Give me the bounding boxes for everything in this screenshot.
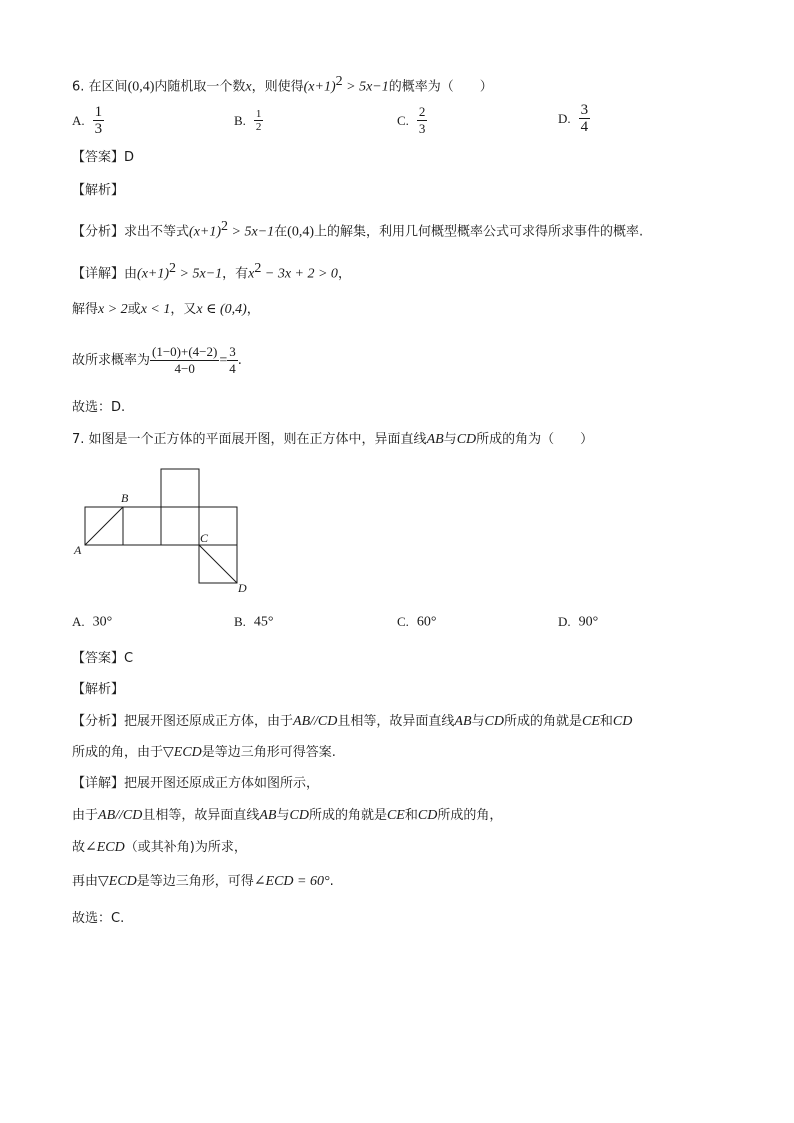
- q6-detail: 【详解】由$(x+1)^2 > 5x-1$，有$x^2 - 3x + 2 > 0$，: [72, 261, 351, 282]
- q7-option-d: D. 90°: [558, 614, 599, 630]
- q7-detail-line2: 由于AB//CD且相等，故异面直线AB与CD所成的角就是CE和CD所成的角，: [72, 808, 503, 823]
- net-square-2: [123, 507, 161, 545]
- q7-answer: 【答案】C: [72, 651, 134, 666]
- net-square-3: [161, 507, 199, 545]
- label-b: B: [121, 491, 129, 505]
- segment-ab: [85, 507, 123, 545]
- q6-number: 6.: [72, 79, 85, 95]
- q6-answer: 【答案】D: [72, 150, 135, 165]
- q6-option-d: D. $\frac{3}{4}$: [558, 102, 589, 135]
- q7-option-c: C. 60°: [397, 614, 437, 630]
- cube-net-figure: [70, 465, 260, 595]
- q6-probability: 故所求概率为 $\frac{(1-0)+(4-2)}{4-0}$ = $\frac{3}{4}$ .: [72, 344, 242, 376]
- q6-fenxi: 【分析】求出不等式$(x+1)^2 > 5x-1$在(0,4)上的解集，利用几何概型概率公式可求得所求事件的概率.: [72, 219, 644, 240]
- q7-option-a: A. 30°: [72, 614, 113, 630]
- q7-stem: 7. 如图是一个正方体的平面展开图，则在正方体中，异面直线AB与CD所成的角为（ ）: [72, 432, 594, 447]
- label-a: A: [74, 543, 82, 557]
- q7-option-b: B. 45°: [234, 614, 274, 630]
- segment-cd: [199, 545, 237, 583]
- q7-fenxi-line2: 所成的角，由于▽ECD是等边三角形可得答案.: [72, 745, 336, 760]
- q7-number: 7.: [72, 432, 85, 447]
- q6-stem: 6. 在区间(0,4)内随机取一个数x，则使得$(x+1)^2 > 5x-1$的概率为（ ）: [72, 74, 493, 95]
- q7-detail-line4: 再由▽ECD是等边三角形，可得∠ECD = 60°.: [72, 874, 334, 889]
- q7-fenxi-line1: 【分析】把展开图还原成正方体，由于AB//CD且相等，故异面直线AB与CD所成的角就是CE和CD: [72, 714, 633, 729]
- q6-option-c: C. $\frac{2}{3}$: [397, 104, 426, 136]
- label-c: C: [200, 531, 209, 545]
- q6-solve: 解得x > 2或x < 1，又x ∈ (0,4)，: [72, 302, 260, 317]
- q6-analysis-tag: 【解析】: [72, 183, 125, 198]
- net-square-top: [161, 469, 199, 507]
- q7-detail-line3: 故∠ECD（或其补角)为所求，: [72, 840, 247, 855]
- q7-analysis-tag: 【解析】: [72, 682, 125, 697]
- q7-conclusion: 故选：C.: [72, 911, 125, 926]
- q6-conclusion: 故选：D.: [72, 400, 126, 415]
- q6-option-a: A. $\frac{1}{3}$: [72, 104, 103, 137]
- label-d: D: [238, 581, 247, 595]
- q6-option-b: B. $\frac{1}{2}$: [234, 108, 262, 133]
- q7-detail: 【详解】把展开图还原成正方体如图所示，: [72, 776, 320, 791]
